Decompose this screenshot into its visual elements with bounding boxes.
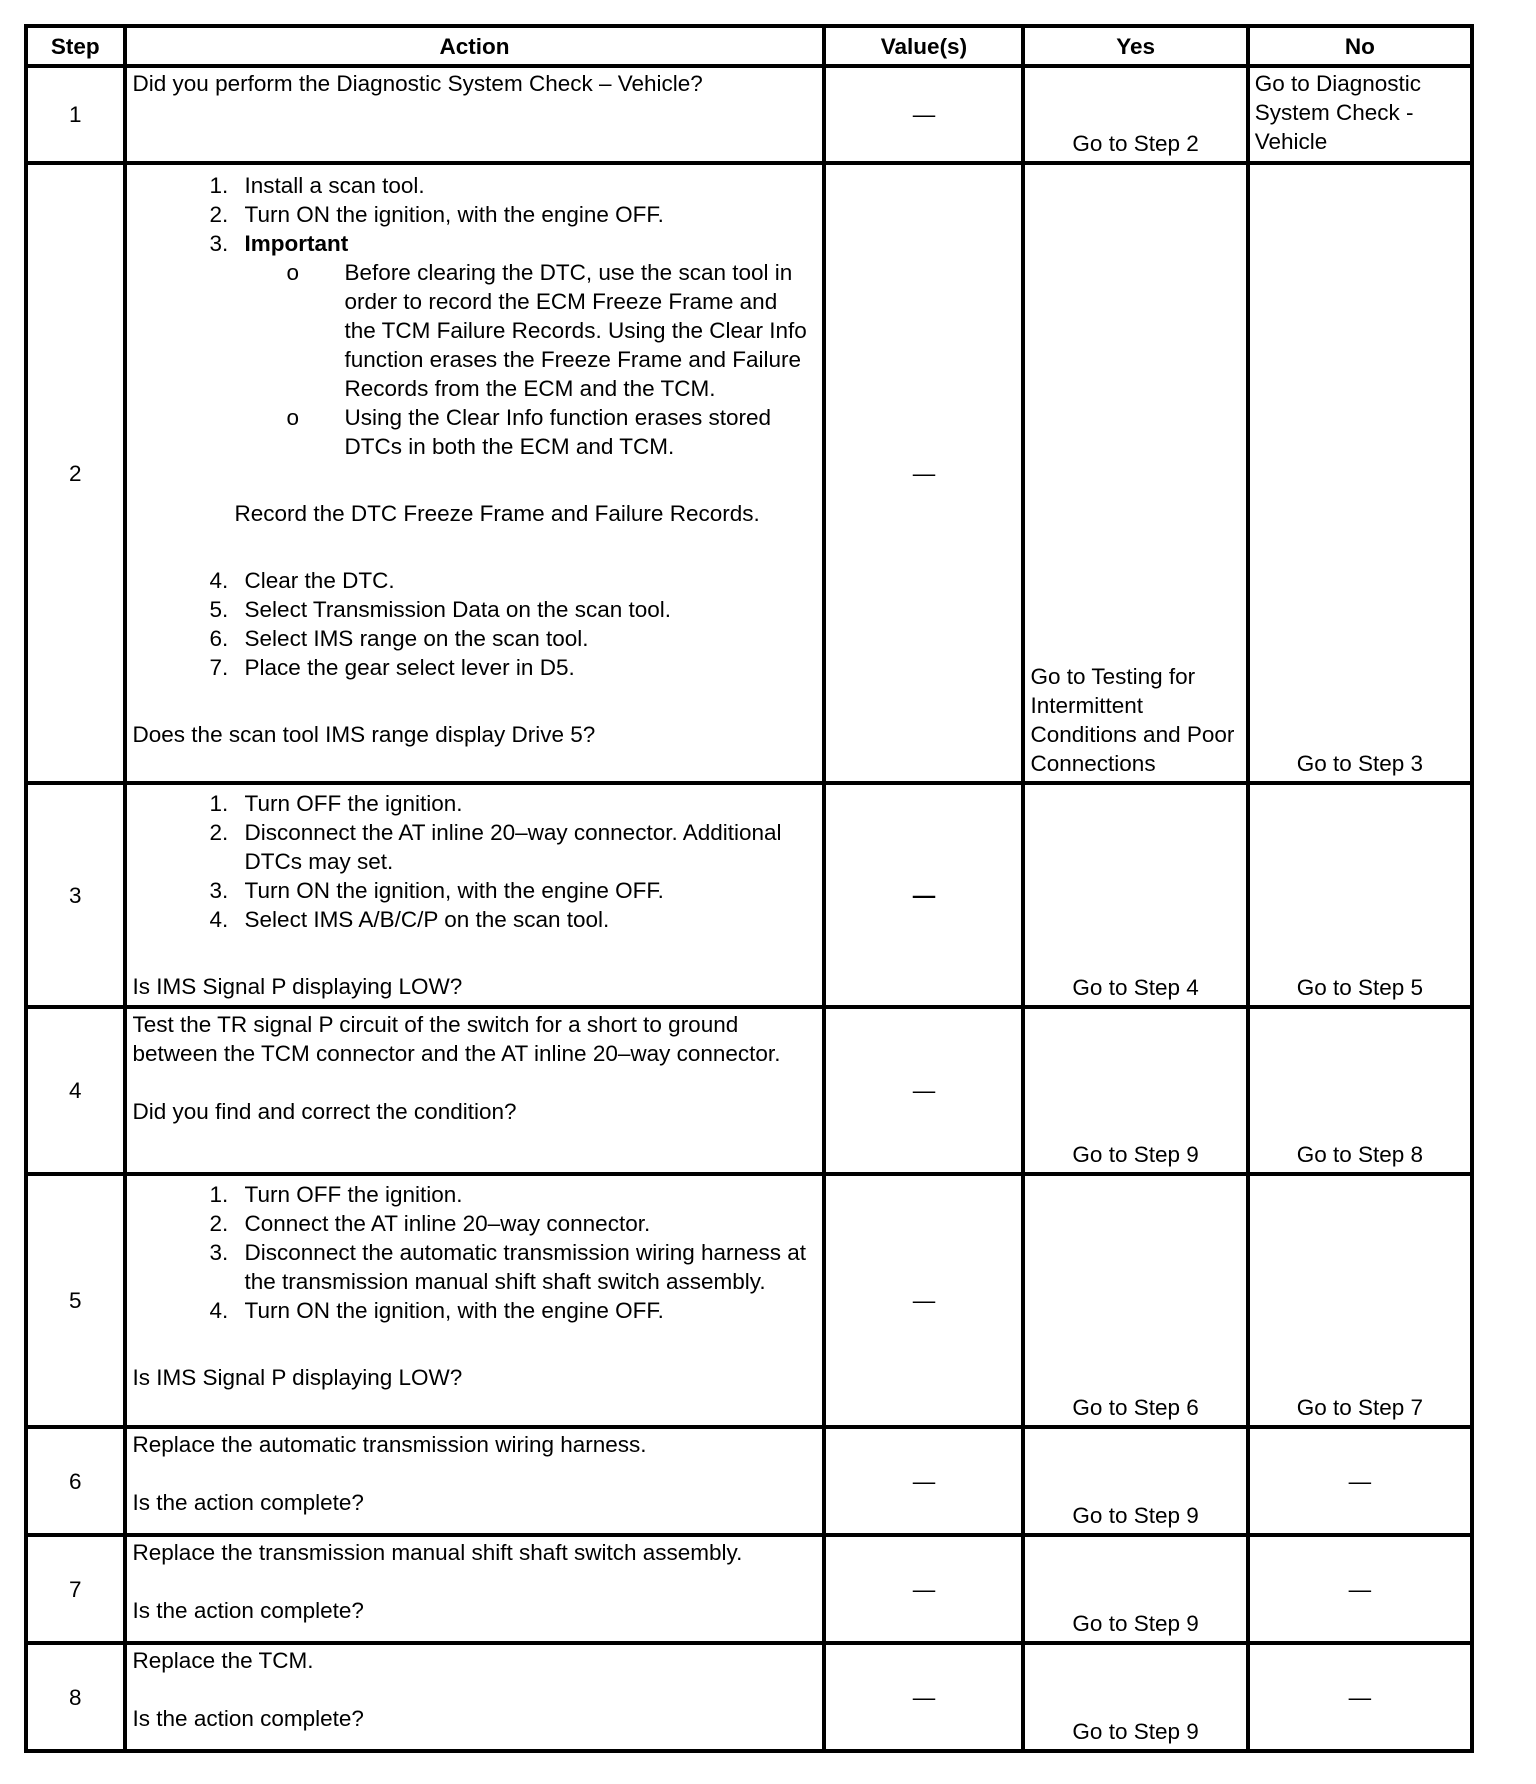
header-step: Step — [26, 26, 125, 66]
action-step: 1. Turn OFF the ignition. — [235, 789, 819, 818]
value-cell: — — [824, 1427, 1023, 1535]
no-cell: Go to Step 3 — [1248, 163, 1472, 783]
action-question: Did you perform the Diagnostic System Check – Vehicle? — [132, 71, 703, 96]
value-cell: — — [824, 1535, 1023, 1643]
action-question: Is IMS Signal P displaying LOW? — [132, 1365, 463, 1390]
table-row-step-5 — [26, 1174, 1472, 1427]
action-step: 1. Turn OFF the ignition. — [235, 1180, 819, 1209]
action-text: Replace the automatic transmission wiring harness. — [132, 1432, 647, 1457]
important-bullet: o Before clearing the DTC, use the scan tool in order to record the ECM Freeze Frame and the TCM Failure Records. Using the Clear Info function erases the Freeze Frame and Failure Records from the ECM and the TCM. — [335, 258, 819, 403]
step-number: 5 — [26, 1174, 125, 1427]
important-bullets — [245, 258, 819, 461]
yes-cell: Go to Step 9 — [1023, 1535, 1247, 1643]
action-steps — [133, 171, 819, 461]
important-label: Important — [244, 231, 349, 256]
action-cell — [125, 783, 825, 1007]
action-step: 4. Turn ON the ignition, with the engine OFF. — [235, 1296, 819, 1325]
action-cell — [125, 163, 825, 783]
action-step: 7. Place the gear select lever in D5. — [235, 653, 819, 682]
no-cell: Go to Step 5 — [1248, 783, 1472, 1007]
action-question: Did you find and correct the condition? — [132, 1099, 517, 1124]
action-step: 3. Disconnect the automatic transmission wiring harness at the transmission manual shift shaft switch assembly. — [235, 1238, 819, 1296]
action-text: Replace the transmission manual shift shaft switch assembly. — [132, 1540, 743, 1565]
action-step: 2. Connect the AT inline 20–way connector. — [235, 1209, 819, 1238]
action-cell — [125, 1643, 825, 1751]
table-row-step-3 — [26, 783, 1472, 1007]
action-step: 4. Select IMS A/B/C/P on the scan tool. — [235, 905, 819, 934]
yes-cell: Go to Step 2 — [1023, 66, 1247, 163]
header-values: Value(s) — [824, 26, 1023, 66]
action-steps — [133, 566, 819, 682]
yes-cell: Go to Step 9 — [1023, 1427, 1247, 1535]
action-step: 6. Select IMS range on the scan tool. — [235, 624, 819, 653]
value-cell: — — [824, 1174, 1023, 1427]
value-cell: — — [824, 783, 1023, 1007]
action-steps — [133, 1180, 819, 1325]
step-number: 1 — [26, 66, 125, 163]
action-note: Record the DTC Freeze Frame and Failure Records. — [234, 501, 760, 526]
header-action: Action — [125, 26, 825, 66]
value-cell: — — [824, 1643, 1023, 1751]
step-number: 4 — [26, 1007, 125, 1174]
step-number: 7 — [26, 1535, 125, 1643]
value-cell: — — [824, 66, 1023, 163]
action-step: 2. Disconnect the AT inline 20–way connector. Additional DTCs may set. — [235, 818, 819, 876]
action-question: Is IMS Signal P displaying LOW? — [132, 974, 463, 999]
no-cell: Go to Diagnostic System Check - Vehicle — [1248, 66, 1472, 163]
action-cell — [125, 1535, 825, 1643]
table-row-step-6 — [26, 1427, 1472, 1535]
no-cell: — — [1248, 1535, 1472, 1643]
step-number: 6 — [26, 1427, 125, 1535]
no-cell: Go to Step 8 — [1248, 1007, 1472, 1174]
action-question: Is the action complete? — [132, 1490, 364, 1515]
yes-cell: Go to Step 9 — [1023, 1643, 1247, 1751]
no-cell: Go to Step 7 — [1248, 1174, 1472, 1427]
action-question: Is the action complete? — [132, 1706, 364, 1731]
action-cell — [125, 66, 825, 163]
action-cell — [125, 1007, 825, 1174]
diagnostic-table — [24, 24, 1474, 1753]
action-question: Does the scan tool IMS range display Drive 5? — [132, 722, 596, 747]
table-row-step-8 — [26, 1643, 1472, 1751]
step-number: 3 — [26, 783, 125, 1007]
action-step: 5. Select Transmission Data on the scan tool. — [235, 595, 819, 624]
table-row-step-1 — [26, 66, 1472, 163]
yes-cell: Go to Step 9 — [1023, 1007, 1247, 1174]
yes-cell: Go to Step 6 — [1023, 1174, 1247, 1427]
step-number: 2 — [26, 163, 125, 783]
yes-cell: Go to Step 4 — [1023, 783, 1247, 1007]
action-text: Test the TR signal P circuit of the switch for a short to ground between the TCM connector and the AT inline 20–way connector. — [132, 1012, 781, 1066]
action-step-important — [235, 229, 819, 461]
action-question: Is the action complete? — [132, 1598, 364, 1623]
header-row — [26, 26, 1472, 66]
value-cell: — — [824, 1007, 1023, 1174]
action-text: Replace the TCM. — [132, 1648, 314, 1673]
action-steps — [133, 789, 819, 934]
action-step: 4. Clear the DTC. — [235, 566, 819, 595]
header-no: No — [1248, 26, 1472, 66]
action-step: 1. Install a scan tool. — [235, 171, 819, 200]
action-step: 3. Turn ON the ignition, with the engine OFF. — [235, 876, 819, 905]
action-cell — [125, 1427, 825, 1535]
no-cell: — — [1248, 1427, 1472, 1535]
table-row-step-2 — [26, 163, 1472, 783]
no-cell: — — [1248, 1643, 1472, 1751]
action-step: 2. Turn ON the ignition, with the engine OFF. — [235, 200, 819, 229]
step-number: 8 — [26, 1643, 125, 1751]
table-row-step-7 — [26, 1535, 1472, 1643]
table-row-step-4 — [26, 1007, 1472, 1174]
yes-cell: Go to Testing for Intermittent Conditions and Poor Connections — [1023, 163, 1247, 783]
value-cell: — — [824, 163, 1023, 783]
action-cell — [125, 1174, 825, 1427]
header-yes: Yes — [1023, 26, 1247, 66]
important-bullet: o Using the Clear Info function erases stored DTCs in both the ECM and TCM. — [335, 403, 819, 461]
